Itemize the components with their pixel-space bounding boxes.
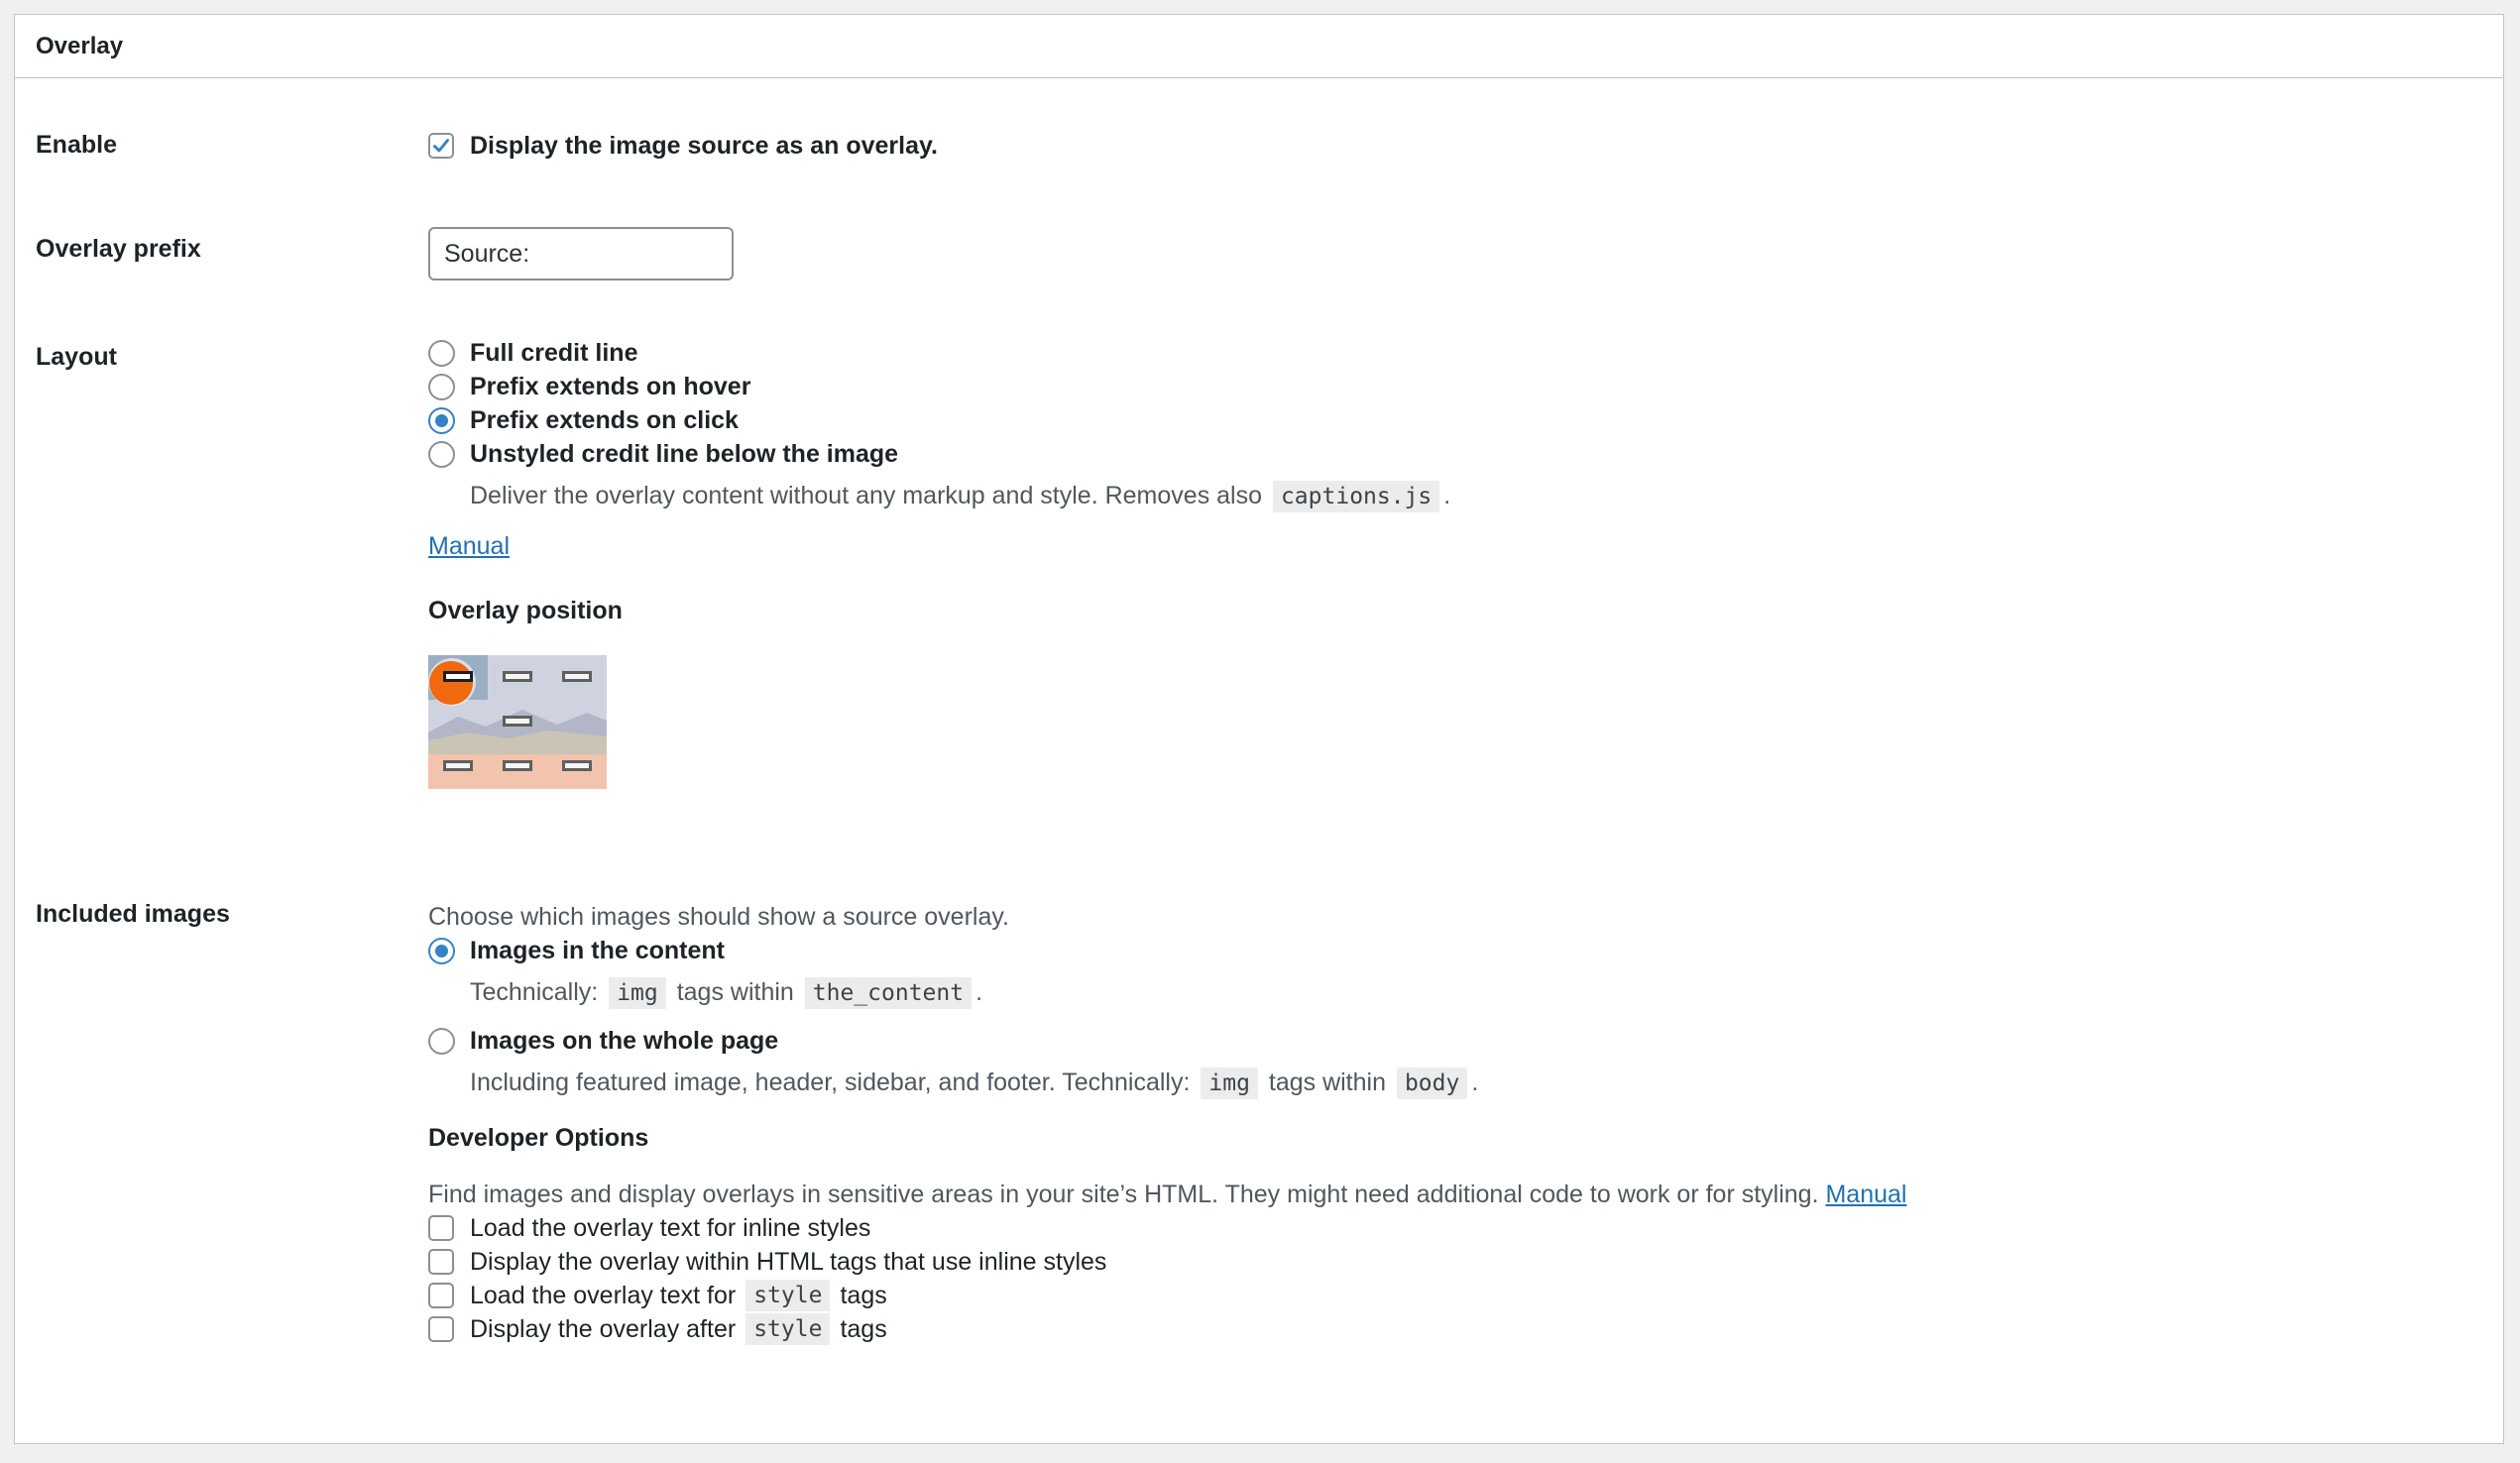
dev-checkbox-after-style-tags[interactable]	[428, 1316, 454, 1342]
enable-checkbox[interactable]	[428, 133, 454, 159]
developer-manual-link[interactable]: Manual	[1825, 1181, 1907, 1208]
dev-option-label-after: tags	[840, 1314, 887, 1343]
included-intro: Choose which images should show a source overlay.	[428, 903, 1009, 931]
desc-text: Technically:	[470, 978, 599, 1006]
position-bottom-right[interactable]	[549, 744, 605, 787]
position-bottom-left[interactable]	[430, 744, 486, 787]
panel-title: Overlay	[36, 32, 124, 59]
layout-option-label: Unstyled credit line below the image	[470, 439, 899, 468]
overlay-prefix-input[interactable]	[428, 227, 734, 281]
dev-option-inline-styles-tags[interactable]	[428, 1245, 2483, 1279]
developer-intro-text: Find images and display overlays in sensitive areas in your site’s HTML. They might need additional code to work or for styling.	[428, 1181, 1819, 1208]
overlay-position-heading: Overlay position	[428, 597, 623, 624]
dev-checkbox-style-tags-text[interactable]	[428, 1283, 454, 1308]
code-the-content: the_content	[805, 977, 972, 1009]
layout-option-label: Prefix extends on hover	[470, 372, 751, 400]
desc-text: Including featured image, header, sidebar, and footer. Technically:	[470, 1069, 1191, 1096]
dev-option-inline-styles-text[interactable]	[428, 1211, 2483, 1245]
desc-text: tags within	[1268, 1069, 1386, 1096]
overlay-settings-panel	[14, 14, 2504, 1444]
position-center[interactable]	[490, 700, 545, 742]
included-images-label: Included images	[36, 900, 230, 928]
code-captions-js: captions.js	[1273, 481, 1439, 512]
enable-checkbox-label: Display the image source as an overlay.	[470, 131, 938, 160]
dev-option-after-style-tags[interactable]	[428, 1312, 2483, 1346]
dev-option-label-after: tags	[840, 1281, 887, 1309]
position-top-right[interactable]	[549, 655, 605, 698]
dev-option-style-tags-text[interactable]	[428, 1279, 2483, 1312]
dev-option-label: Load the overlay text for	[470, 1281, 737, 1309]
included-option-label: Images in the content	[470, 936, 725, 964]
enable-field	[428, 129, 2483, 163]
enable-label: Enable	[36, 131, 117, 159]
included-option-content[interactable]	[428, 934, 2483, 967]
dev-option-label: Display the overlay within HTML tags that use inline styles	[470, 1247, 1107, 1276]
position-top-left[interactable]	[430, 655, 486, 698]
code-body: body	[1397, 1068, 1467, 1099]
code-style: style	[745, 1280, 830, 1311]
panel-header	[15, 15, 2503, 78]
included-radio-content[interactable]	[428, 938, 455, 964]
position-bottom-center[interactable]	[490, 744, 545, 787]
layout-option-click[interactable]	[428, 403, 2483, 437]
included-images-field	[428, 900, 2483, 1346]
position-top-center[interactable]	[490, 655, 545, 698]
dev-option-label: Display the overlay after	[470, 1314, 737, 1343]
desc-text: .	[1471, 1069, 1479, 1096]
layout-label: Layout	[36, 343, 117, 371]
code-img: img	[1201, 1068, 1258, 1099]
desc-text: .	[975, 978, 983, 1006]
code-style: style	[745, 1313, 830, 1345]
developer-options-heading: Developer Options	[428, 1124, 649, 1152]
unstyled-description	[428, 479, 2483, 513]
layout-radio-full-credit[interactable]	[428, 340, 455, 367]
layout-manual-row	[428, 529, 2483, 563]
layout-option-unstyled[interactable]	[428, 437, 2483, 471]
layout-option-label: Prefix extends on click	[470, 405, 739, 434]
layout-radio-hover[interactable]	[428, 374, 455, 400]
layout-option-full-credit[interactable]	[428, 336, 2483, 370]
layout-manual-link[interactable]: Manual	[428, 532, 510, 560]
developer-intro	[428, 1178, 2483, 1211]
dev-checkbox-inline-styles-text[interactable]	[428, 1215, 454, 1241]
unstyled-desc-end: .	[1443, 482, 1451, 509]
included-option-whole-page[interactable]	[428, 1024, 2483, 1058]
layout-option-label: Full credit line	[470, 338, 638, 367]
desc-text: tags within	[676, 978, 794, 1006]
included-radio-whole-page[interactable]	[428, 1028, 455, 1055]
layout-radio-click[interactable]	[428, 407, 455, 434]
included-option-label: Images on the whole page	[470, 1026, 779, 1055]
enable-checkbox-row[interactable]	[428, 129, 2483, 163]
code-img: img	[609, 977, 666, 1009]
checkmark-icon	[430, 135, 452, 157]
overlay-prefix-label: Overlay prefix	[36, 235, 201, 263]
dev-option-label: Load the overlay text for inline styles	[470, 1213, 871, 1242]
layout-option-hover[interactable]	[428, 370, 2483, 403]
unstyled-desc-text: Deliver the overlay content without any markup and style. Removes also	[470, 482, 1262, 509]
layout-radio-unstyled[interactable]	[428, 441, 455, 468]
position-preview	[428, 655, 607, 789]
overlay-prefix-field	[428, 227, 2483, 281]
layout-field	[428, 336, 2483, 789]
included-content-description	[428, 975, 2483, 1010]
included-whole-page-description	[428, 1066, 2483, 1100]
dev-checkbox-inline-styles-tags[interactable]	[428, 1249, 454, 1275]
